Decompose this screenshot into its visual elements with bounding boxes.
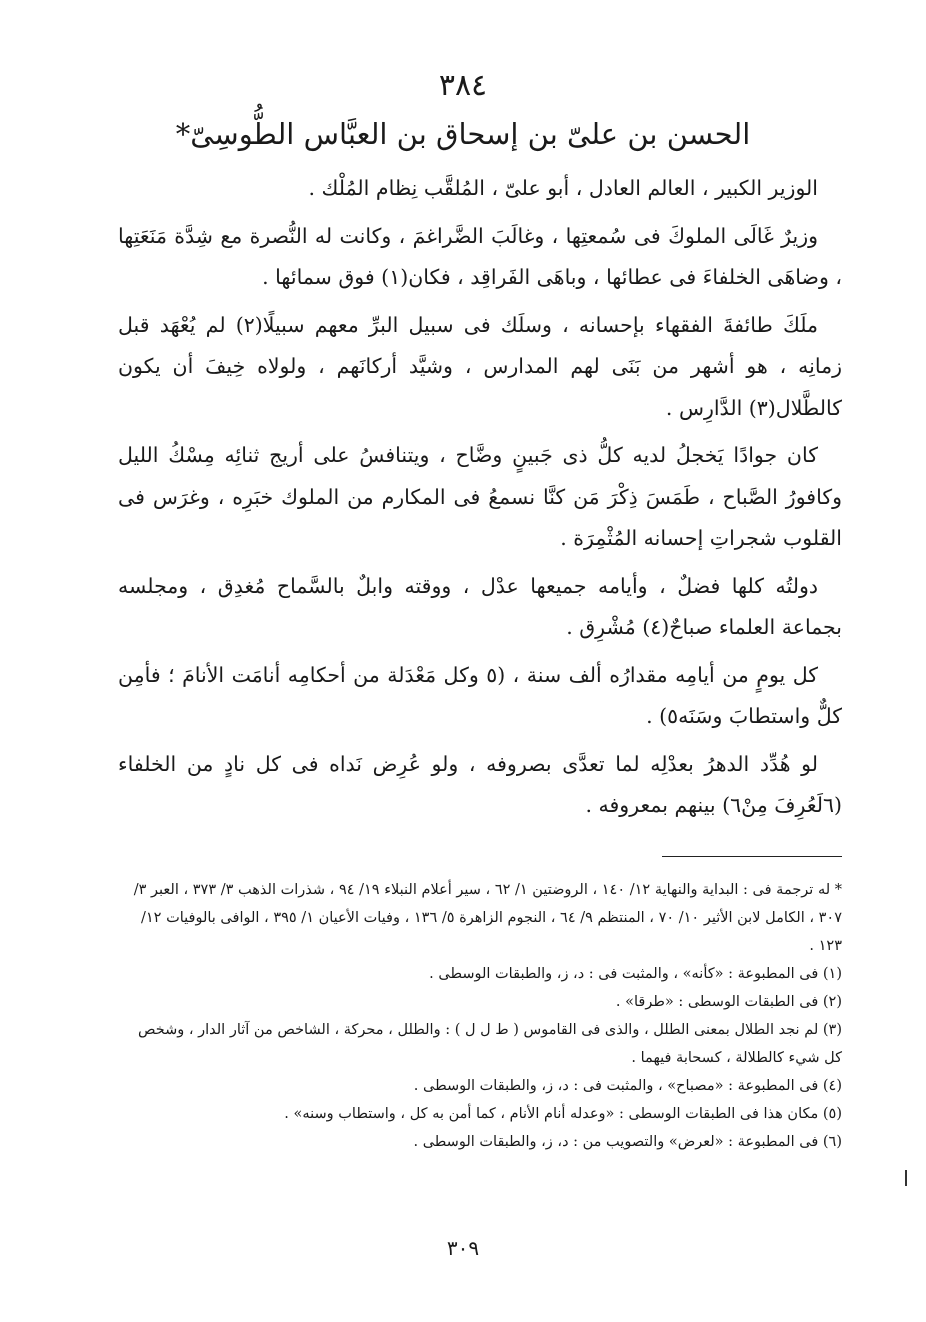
footnotes [118,876,842,1156]
entry-number: ٣٨٤ [438,68,488,103]
body-text [118,168,842,833]
scan-edge-mark [905,1170,907,1186]
footnote: (٥) مكان هذا فى الطبقات الوسطى : «وعدله أنام الأنام ، كما أمن به كل ، واستطاب وسنه» . [284,1106,842,1122]
paragraph: كان جوادًا يَخجلُ لديه كلُّ ذى جَبينٍ وضَّاح ، ويتنافسُ على أريج ثنائِه مِسْكُ الليل وكافورُ الصَّباح ، طَمَسَ ذِكْرَ مَن كنَّا نسمعُ فى المكارم من الملوك خبَرِه ، وغرَس فى القلوب شجراتِ إحسانه المُثْمِرَة . [118,443,842,550]
footnote: (٣) لم نجد الطلال بمعنى الطلل ، والذى فى القاموس ( ط ل ل ) : والطلل ، محركة ، الشاخص من آثار الدار ، وشخص كل شيء كالطلالة ، كسحابة فيهما . [137,1022,842,1066]
paragraph: لو هُدِّد الدهرُ بعدْلِه لما تعدَّى بصروفه ، ولو عُرِض نَداه فى كل نادٍ من الخلفاء (٦لَعُرِفَ مِنْ٦) بينهم بمعروفه . [118,751,842,817]
footnote-separator [662,856,842,857]
paragraph: وزيرٌ غَالَى الملوكَ فى سُمعتِها ، وغالَبَ الضَّراغمَ ، وكانت له النُّصرة مع شِدَّة مَنَعَتِها ، وضاهَى الخلفاءَ فى عطائها ، وباهَى الفَراقِد ، فكان(١) فوق سمائها . [118,223,842,289]
entry-title: الحسن بن علىّ بن إسحاق بن العبَّاس الطُّوسِىّ* [175,117,751,151]
paragraph: كل يومٍ من أيامِه مقدارُه ألف سنة ، (٥ وكل مَعْدَلة من أحكامِه أنامَت الأنامَ ؛ فأمِن كلٌّ واستطابَ وسَنَه٥) . [118,662,842,728]
paragraph: الوزير الكبير ، العالم العادل ، أبو علىّ ، المُلقَّب نِظام المُلْك . [308,176,818,200]
page-number: ٣٠٩ [446,1236,480,1260]
footnote: (٢) فى الطبقات الوسطى : «طرقا» . [615,994,842,1010]
footnote-sources: * له ترجمة فى : البداية والنهاية ١٢/ ١٤٠ ، الروضتين ١/ ٦٢ ، سير أعلام النبلاء ١٩/ ٩٤ ، شذرات الذهب ٣/ ٣٧٣ ، العبر ٣/ ٣٠٧ ، الكامل لابن الأثير ١٠/ ٧٠ ، المنتظم ٩/ ٦٤ ، النجوم الزاهرة ٥/ ١٣٦ ، وفيات الأعيان ١/ ٣٩٥ ، الوافى بالوفيات ١٢/ ١٢٣ . [133,882,842,954]
footnote: (٦) فى المطبوعة : «لعرض» والتصويب من : د، ز، والطبقات الوسطى . [413,1134,842,1150]
paragraph: ملَكَ طائفةَ الفقهاء بإحسانه ، وسلَك فى سبيل البرِّ معهم سبيلًا(٢) لم يُعْهَد قبل زمانِه ، هو أشهر من بَنَى لهم المدارس ، وشيَّد أركانَهم ، ولولاه خِيفَ أن يكون كالطَّلال(٣) الدَّارِس . [118,312,842,420]
footnote: (٤) فى المطبوعة : «مصباح» ، والمثبت فى : د، ز، والطبقات الوسطى . [413,1078,842,1094]
footnote: (١) فى المطبوعة : «كأنه» ، والمثبت فى : د، ز، والطبقات الوسطى . [429,966,842,982]
paragraph: دولتُه كلها فضلٌ ، وأيامه جميعها عدْل ، ووقته وابلٌ بالسَّماح مُغدِق ، ومجلسه بجماعة العلماء صباحٌ(٤) مُشْرِق . [118,573,842,639]
